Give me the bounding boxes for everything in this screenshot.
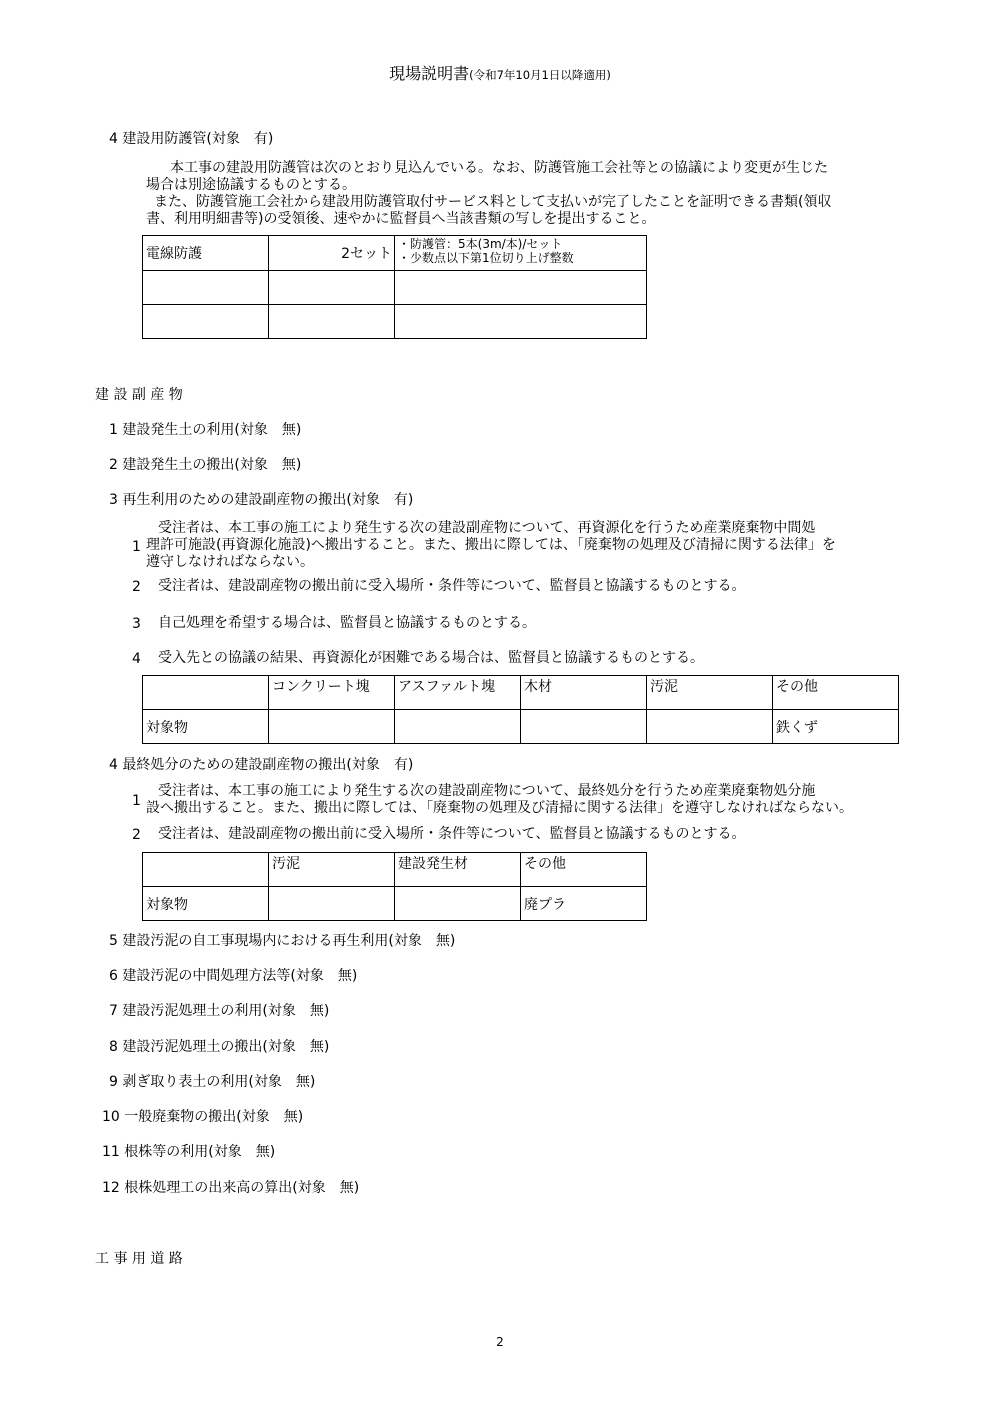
title-main: 現場説明書 <box>389 64 470 83</box>
table-row <box>143 710 899 744</box>
recycling-cell-4 <box>647 710 773 744</box>
table-row <box>143 305 647 339</box>
page-number: 2 <box>496 1335 504 1349</box>
item3-sub3-text: 自己処理を希望する場合は、監督員と協議するものとする。 <box>158 615 536 631</box>
item3-sub4-num: 4 <box>132 651 141 667</box>
pp-note-line-2: ・少数点以下第1位切り上げ整数 <box>398 251 574 265</box>
item3-sub2-num: 2 <box>132 579 141 595</box>
byproducts-item-2: 2 建設発生土の搬出(対象 無) <box>109 457 302 473</box>
table-row <box>143 271 647 305</box>
disposal-cell-0: 対象物 <box>143 887 269 921</box>
byproducts-item-6: 6 建設汚泥の中間処理方法等(対象 無) <box>109 968 358 984</box>
page-title <box>0 66 1000 82</box>
byproducts-item-11: 11 根株等の利用(対象 無) <box>102 1144 276 1160</box>
byproducts-item-3-heading: 3 再生利用のための建設副産物の搬出(対象 有) <box>109 492 414 508</box>
byproducts-item-5: 5 建設汚泥の自工事現場内における再生利用(対象 無) <box>109 933 456 949</box>
recycling-cell-1 <box>269 710 395 744</box>
item4-sub2-text: 受注者は、建設副産物の搬出前に受入場所・条件等について、監督員と協議するものとする。 <box>158 826 746 842</box>
i4s1-line-2: 設へ搬出すること。また、搬出に際しては、「廃棄物の処理及び清掃に関する法律」を遵守しなければならない。 <box>146 800 853 816</box>
disposal-header-3: その他 <box>521 853 647 887</box>
table-row <box>143 853 647 887</box>
table-row <box>143 887 647 921</box>
recycling-cell-5: 鉄くず <box>773 710 899 744</box>
item3-sub1-paragraph <box>146 520 836 571</box>
table-row <box>143 676 899 710</box>
byproducts-item-10: 10 一般廃棄物の搬出(対象 無) <box>102 1109 304 1125</box>
disposal-cell-3: 廃プラ <box>521 887 647 921</box>
i3s1-line-1: 受注者は、本工事の施工により発生する次の建設副産物について、再資源化を行うため産業廃棄物中間処 <box>158 520 816 536</box>
pp-line-4: 書、利用明細書等)の受領後、速やかに監督員へ当該書類の写しを提出すること。 <box>146 211 656 227</box>
recycling-cell-2 <box>395 710 521 744</box>
recycling-cell-3 <box>521 710 647 744</box>
recycling-header-5: その他 <box>773 676 899 710</box>
byproducts-item-9: 9 剥ぎ取り表土の利用(対象 無) <box>109 1074 316 1090</box>
recycling-table <box>142 675 899 744</box>
title-sub: (令和7年10月1日以降適用) <box>469 68 611 82</box>
recycling-header-3: 木材 <box>521 676 647 710</box>
recycling-header-4: 汚泥 <box>647 676 773 710</box>
i3s1-line-3: 遵守しなければならない。 <box>146 554 314 570</box>
recycling-header-2: アスファルト塊 <box>395 676 521 710</box>
pp-line-3: また、防護管施工会社から建設用防護管取付サービス料として支払いが完了したことを証明できる書類(領収 <box>154 194 832 210</box>
item3-sub1-num: 1 <box>132 539 141 555</box>
disposal-cell-1 <box>269 887 395 921</box>
final-disposal-table <box>142 852 647 921</box>
pp-line-2: 場合は別途協議するものとする。 <box>146 177 356 193</box>
pp-note-cell <box>395 236 647 271</box>
disposal-header-1: 汚泥 <box>269 853 395 887</box>
pp-line-1: 本工事の建設用防護管は次のとおり見込んでいる。なお、防護管施工会社等との協議により変更が生じた <box>170 160 828 176</box>
table-row <box>143 236 647 271</box>
construction-roads-heading: 工 事 用 道 路 <box>95 1251 183 1267</box>
byproducts-item-4-heading: 4 最終処分のための建設副産物の搬出(対象 有) <box>109 757 414 773</box>
byproducts-item-12: 12 根株処理工の出来高の算出(対象 無) <box>102 1180 360 1196</box>
recycling-header-0 <box>143 676 269 710</box>
recycling-cell-0: 対象物 <box>143 710 269 744</box>
i3s1-line-2: 理許可施設(再資源化施設)へ搬出すること。また、搬出に際しては、「廃棄物の処理及び清掃に関する法律」を <box>146 537 836 553</box>
item4-sub2-num: 2 <box>132 827 141 843</box>
byproducts-item-1: 1 建設発生土の利用(対象 無) <box>109 422 302 438</box>
protective-pipe-table <box>142 235 647 339</box>
item4-sub1-paragraph <box>146 783 853 817</box>
protective-pipe-heading: 4 建設用防護管(対象 有) <box>109 131 274 147</box>
i4s1-line-1: 受注者は、本工事の施工により発生する次の建設副産物について、最終処分を行うため産業廃棄物処分施 <box>158 783 816 799</box>
byproducts-item-7: 7 建設汚泥処理土の利用(対象 無) <box>109 1003 330 1019</box>
protective-pipe-paragraph <box>146 160 831 228</box>
pp-name-cell: 電線防護 <box>143 236 269 271</box>
byproducts-item-8: 8 建設汚泥処理土の搬出(対象 無) <box>109 1039 330 1055</box>
item4-sub1-num: 1 <box>132 793 141 809</box>
item3-sub2-text: 受注者は、建設副産物の搬出前に受入場所・条件等について、監督員と協議するものとする。 <box>158 578 746 594</box>
item3-sub3-num: 3 <box>132 616 141 632</box>
disposal-header-2: 建設発生材 <box>395 853 521 887</box>
recycling-header-1: コンクリート塊 <box>269 676 395 710</box>
pp-quantity-cell: 2セット <box>269 236 395 271</box>
item3-sub4-text: 受入先との協議の結果、再資源化が困難である場合は、監督員と協議するものとする。 <box>158 650 704 666</box>
pp-note-line-1: ・防護管：5本(3m/本)/セット <box>398 237 563 251</box>
disposal-header-0 <box>143 853 269 887</box>
disposal-cell-2 <box>395 887 521 921</box>
byproducts-heading: 建 設 副 産 物 <box>95 387 183 403</box>
